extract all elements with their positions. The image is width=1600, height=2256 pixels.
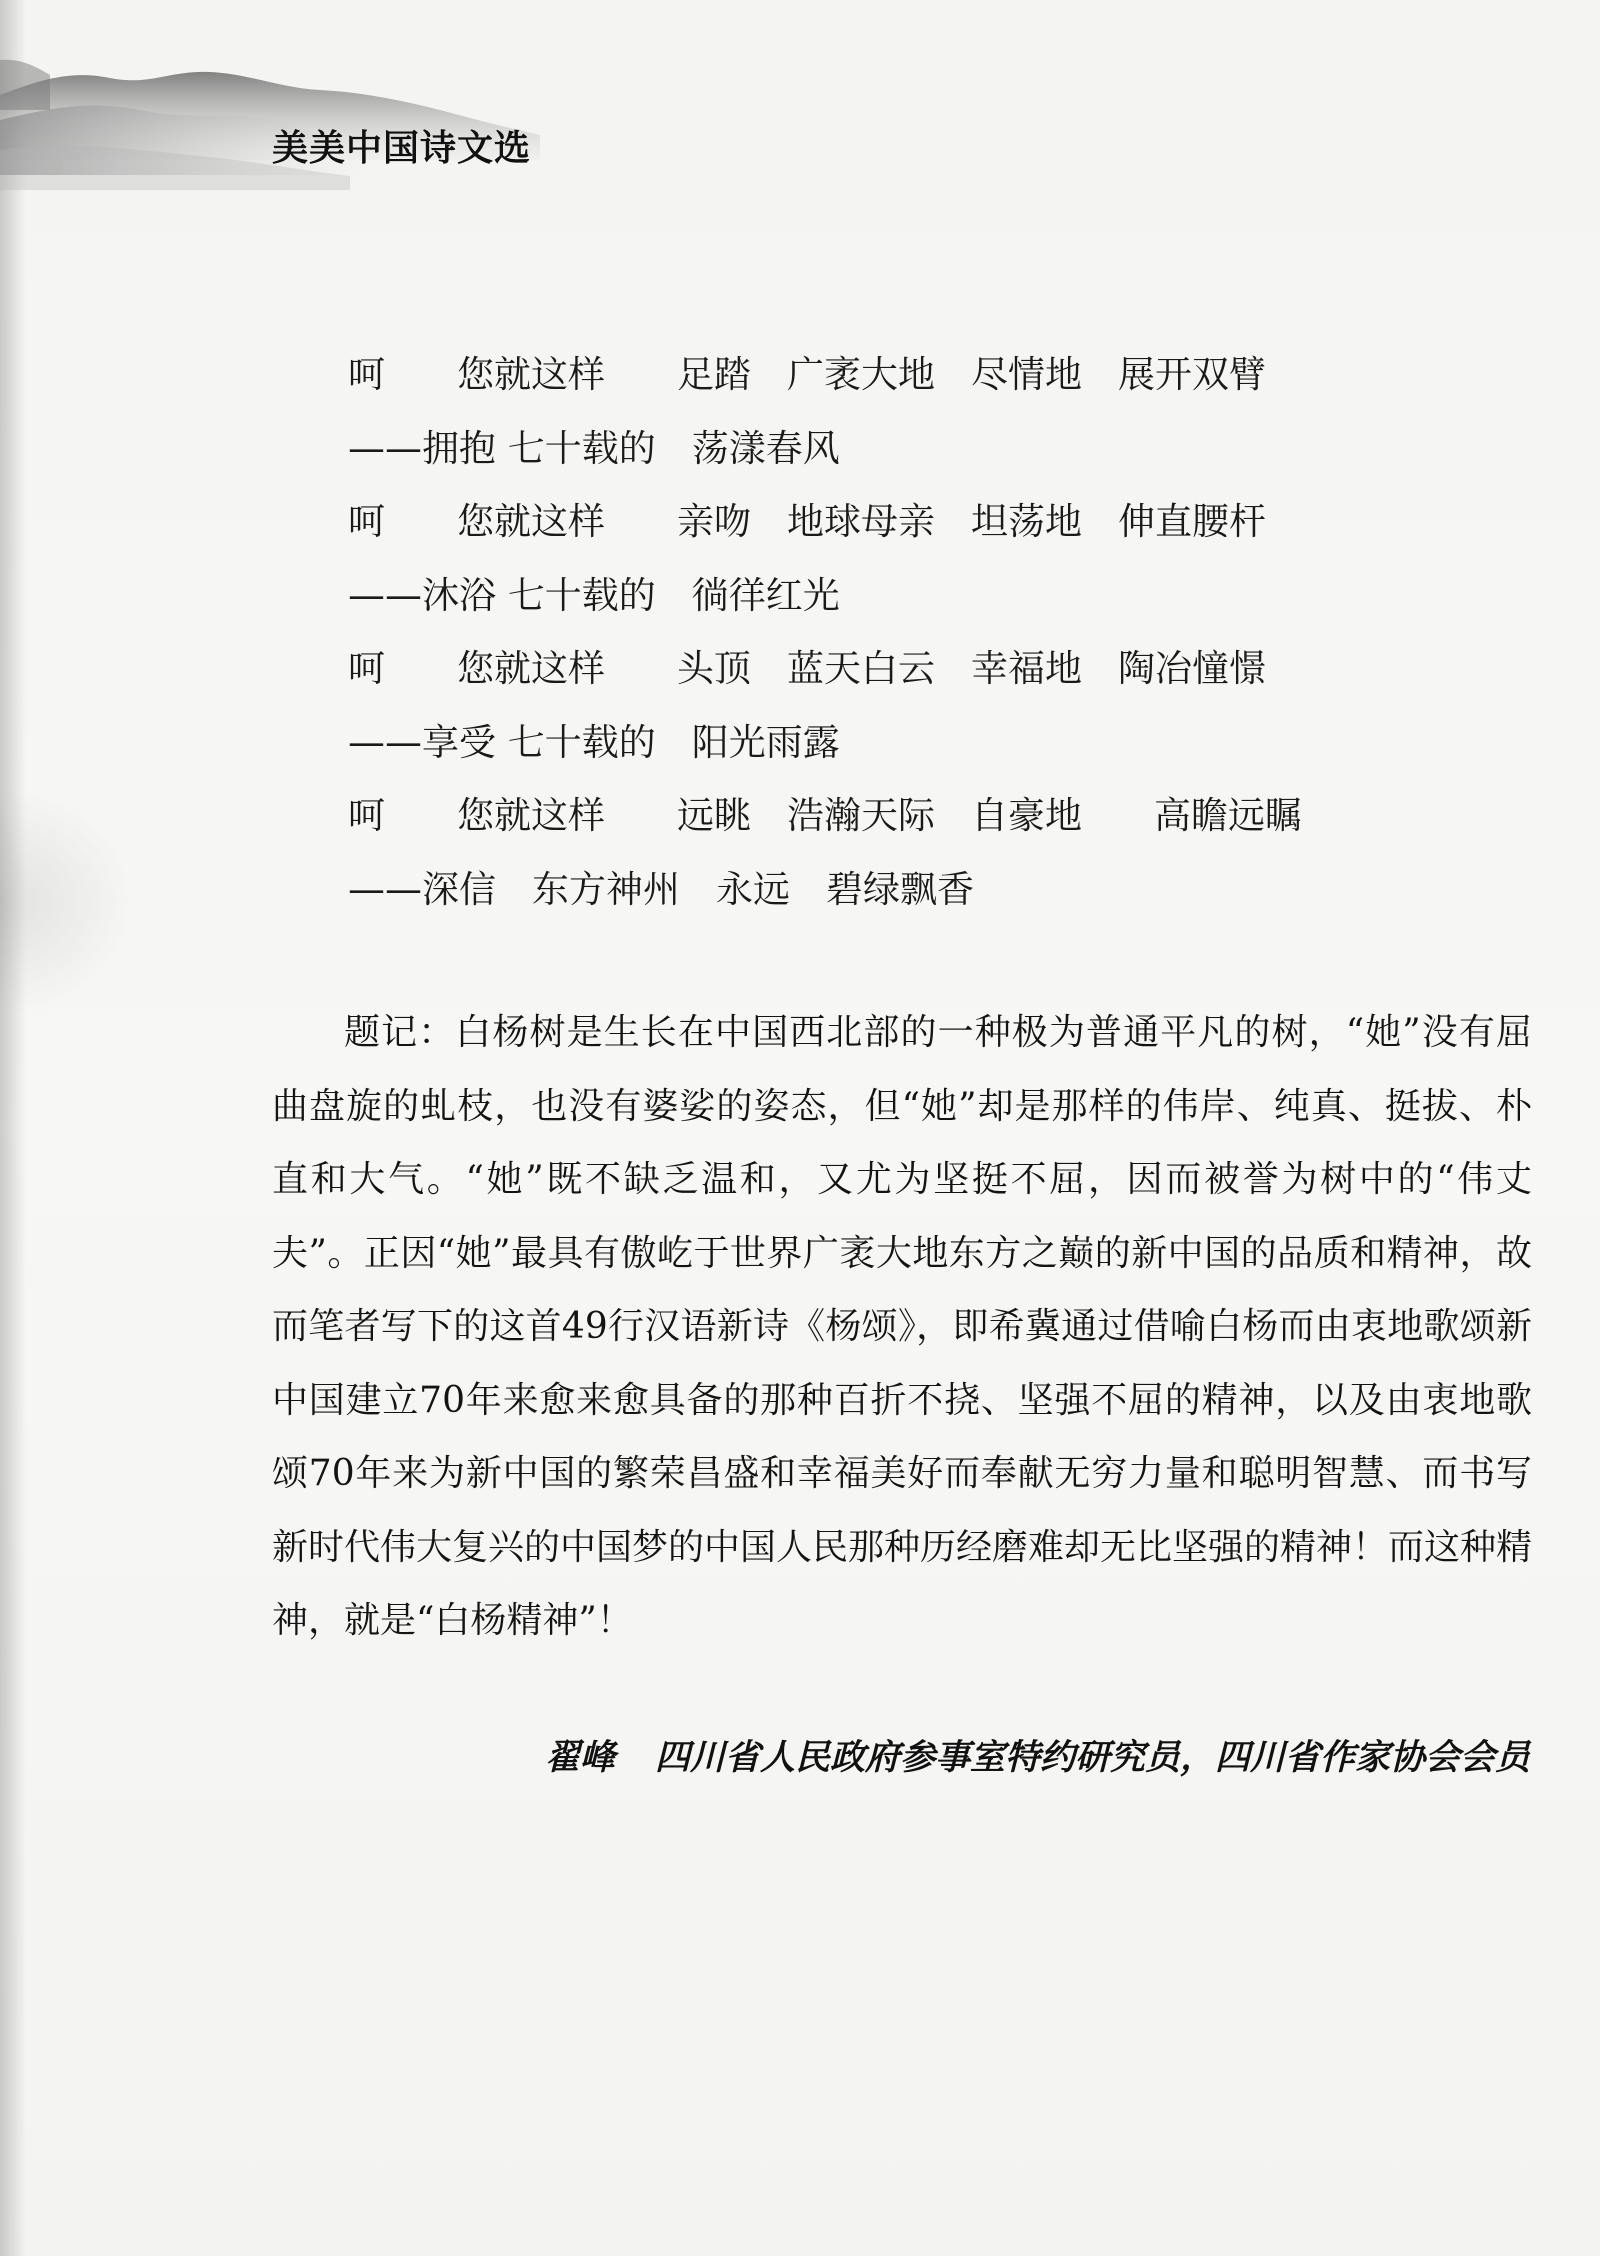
poem-word: 高瞻远瞩 (1154, 794, 1302, 837)
poem-word: 幸福地 (971, 647, 1082, 690)
poem-word: 自豪地 (971, 794, 1082, 837)
poem-word: ——享受 七十载的 (348, 720, 656, 764)
poem-line-5 (348, 632, 1348, 706)
book-series-title: 美美中国诗文选 (272, 128, 532, 169)
poem-word: ——沐浴 七十载的 (348, 573, 656, 617)
poem-word: 地球母亲 (787, 500, 935, 543)
poem-word: 您就这样 (457, 353, 605, 396)
author-signature (545, 1730, 1530, 1780)
poem-word: 浩瀚天际 (787, 794, 935, 837)
poem-word: 展开双臂 (1118, 353, 1266, 396)
poem-word: 足踏 (677, 353, 751, 396)
poem-line-3 (348, 485, 1348, 559)
poem-word: 远眺 (677, 794, 751, 837)
poem-word: 您就这样 (457, 500, 605, 543)
poem-word: 永远 (716, 867, 790, 911)
poem-word: 您就这样 (457, 647, 605, 690)
poem-word: 您就这样 (457, 794, 605, 837)
poem-line-8 (348, 853, 1348, 927)
epigraph-note: 题记：白杨树是生长在中国西北部的一种极为普通平凡的树，“她”没有屈曲盘旋的虬枝，也没有婆娑的姿态，但“她”却是那样的伟岸、纯真、挺拔、朴直和大气。“她”既不缺乏温和，又尤为坚挺不屈，因而被誉为树中的“伟丈夫”。正因“她”最具有傲屹于世界广袤大地东方之巅的新中国的品质和精神，故而笔者写下的这首49行汉语新诗《杨颂》，即希冀通过借喻白杨而由衷地歌颂新中国建立70年来愈来愈具备的那种百折不挠、坚强不屈的精神，以及由衷地歌颂70年来为新中国的繁荣昌盛和幸福美好而奉献无穷力量和聪明智慧、而书写新时代伟大复兴的中国梦的中国人民那种历经磨难却无比坚强的精神！而这种精神，就是“白杨精神”！ (272, 1012, 1533, 1641)
poem-word: ——拥抱 七十载的 (348, 426, 656, 470)
poem-line-2 (348, 412, 1348, 486)
poem-word: 陶冶憧憬 (1118, 647, 1266, 690)
poem-word: 尽情地 (971, 353, 1082, 396)
author-title: 四川省人民政府参事室特约研究员，四川省作家协会会员 (654, 1737, 1530, 1778)
poem-word: 呵 (348, 500, 385, 543)
page-edge-shadow (0, 0, 26, 2256)
poem-word: 荡漾春风 (691, 426, 840, 470)
poem-word: 东方神州 (532, 867, 680, 911)
poem-word: 坦荡地 (971, 500, 1082, 543)
poem-word: 呵 (348, 647, 385, 690)
poem-word: ——深信 (348, 867, 496, 911)
poem-line-7 (348, 779, 1348, 853)
poem-line-4 (348, 559, 1348, 633)
poem-line-6 (348, 706, 1348, 780)
poem-word: 蓝天白云 (787, 647, 935, 690)
author-name: 翟峰 (544, 1737, 615, 1778)
poem-excerpt (348, 338, 1348, 926)
poem-word: 伸直腰杆 (1118, 500, 1266, 543)
poem-word: 徜徉红光 (691, 573, 840, 617)
poem-word: 呵 (348, 353, 385, 396)
poem-word: 亲吻 (677, 500, 751, 543)
poem-word: 头顶 (677, 647, 751, 690)
poem-word: 阳光雨露 (691, 720, 840, 764)
poem-word: 碧绿飘香 (826, 867, 974, 911)
poem-line-1 (348, 338, 1348, 412)
poem-word: 呵 (348, 794, 385, 837)
poem-word: 广袤大地 (787, 353, 935, 396)
